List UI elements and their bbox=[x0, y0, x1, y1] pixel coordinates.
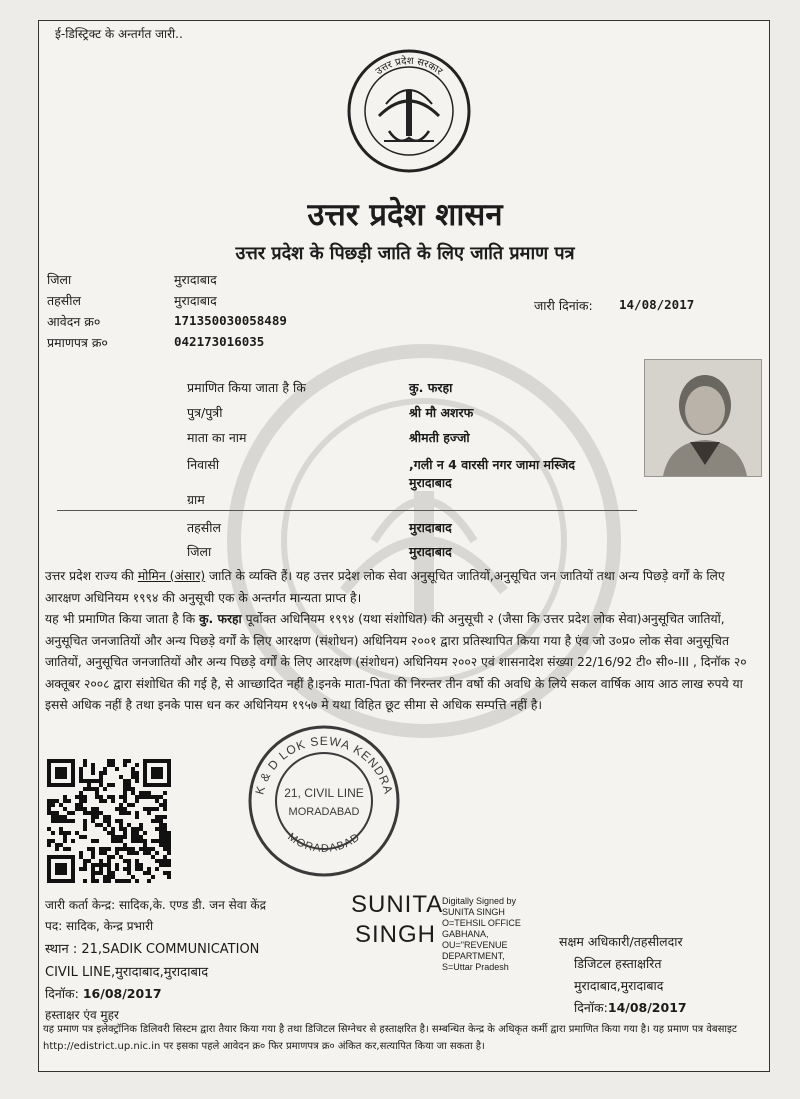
village-label: ग्राम bbox=[187, 492, 205, 507]
caste-paragraph: उत्तर प्रदेश राज्य की मोमिन (अंसार) जाति के व्यक्ति हैं। यह उत्तर प्रदेश लोक सेवा अनुसूचित जातियों,अनुसूचित जन जातियों तथा अन्य पिछड़े वर्गों के लिए आरक्षण अधिनियम १९९४ की अनुसूची एक के अन्तर्गत मान्यता प्राप्त है। bbox=[45, 569, 725, 605]
meta-district-label: जिला bbox=[47, 272, 72, 287]
footer-note: यह प्रमाण पत्र इलेक्ट्रॉनिक डिलिवरी सिस्टम द्वारा तैयार किया गया है तथा डिजिटल सिग्नेचर से हस्ताक्षरित है। सम्बन्धित केन्द्र के अधिकृत कर्मी द्वारा प्रमाणित किया गया है। यह प्रमाण पत्र वेबसाइट http://edistrict.up.nic.in पर इसका पहले आवेदन क्र० फिर प्रमाणपत्र क्र० अंकित कर,सत्यापित किया जा सकता है। bbox=[43, 1024, 737, 1052]
signer-name-2: SINGH bbox=[355, 921, 437, 948]
qr-code-icon bbox=[47, 759, 171, 883]
issuer-place-1: स्थान : 21,SADIK COMMUNICATION bbox=[45, 942, 260, 957]
meta-application-label: आवेदन क्र० bbox=[47, 314, 101, 329]
mother-label: माता का नाम bbox=[187, 430, 247, 445]
page-title: उत्तर प्रदेश शासन bbox=[307, 197, 503, 233]
field-district-label: जिला bbox=[187, 544, 212, 559]
up-govt-emblem-icon bbox=[344, 46, 474, 176]
meta-certificate-value: 042173016035 bbox=[174, 334, 265, 349]
certificate-frame bbox=[38, 20, 770, 1072]
svg-text:MORADABAD: MORADABAD bbox=[288, 806, 360, 818]
applicant-name-inline: कु. फरहा bbox=[199, 612, 242, 626]
svg-text:MORADABAD: MORADABAD bbox=[285, 830, 363, 855]
issuer-date: दिनॉक: 16/08/2017 bbox=[45, 986, 162, 1001]
certify-value: कु. फरहा bbox=[409, 380, 453, 395]
emblem-text: उत्तर प्रदेश सरकार bbox=[373, 55, 445, 78]
meta-tehsil-value: मुरादाबाद bbox=[174, 293, 217, 308]
authority-digital: डिजिटल हस्ताक्षरित bbox=[574, 956, 662, 971]
issue-date-label: जारी दिनांक: bbox=[534, 298, 593, 313]
office-stamp-icon bbox=[244, 721, 404, 881]
authority-date: दिनॉक:14/08/2017 bbox=[574, 1000, 687, 1015]
parent-label: पुत्र/पुत्री bbox=[187, 405, 223, 420]
svg-text:K & D LOK SEWA KENDRA: K & D LOK SEWA KENDRA bbox=[252, 733, 396, 797]
field-tehsil-value: मुरादाबाद bbox=[409, 520, 452, 535]
meta-certificate-label: प्रमाणपत्र क्र० bbox=[47, 335, 108, 350]
authority-title: सक्षम अधिकारी/तहसीलदार bbox=[559, 934, 683, 949]
meta-district-value: मुरादाबाद bbox=[174, 272, 217, 287]
resident-value-2: मुरादाबाद bbox=[409, 475, 452, 490]
resident-label: निवासी bbox=[187, 457, 220, 472]
signer-name-1: SUNITA bbox=[351, 891, 444, 918]
meta-tehsil-label: तहसील bbox=[47, 293, 81, 308]
ncl-paragraph: यह भी प्रमाणित किया जाता है कि कु. फरहा पूर्वोक्त अधिनियम १९९४ (यथा संशोधित) की अनुसूची २ (जैसा कि उत्तर प्रदेश लोक सेवा)अनुसूचित जातियों, अनुसूचित जनजातियों और अन्य पिछड़े वर्गों के लिए आरक्षण (संशोधन) अधिनियम २००१ द्वारा प्रतिस्थापित किया गया है एंव जो उ०प्र० लोक सेवा अनुसूचित जातियों, अनुसूचित जनजातियों और अन्य पिछड़े वर्गों के लिए आरक्षण (संशोधन) अधिनियम २००२ एवं शासनादेश संख्या 22/16/92 टी० सी०-III , दिनॉक २० अक्तूबर २००८ द्वारा संशोधित की गई है, से आच्छादित नहीं है।इनके माता-पिता की निरन्तर तीन वर्षो की अवधि के लिये सकल वार्षिक आय आठ लाख रुपये या इससे अधिक नहीं है तथा इनके पास धन कर अधिनियम १९५७ मे यथा विहित छूट सीमा से अधिक सम्पत्ति नहीं है। bbox=[45, 612, 747, 712]
issue-date-value: 14/08/2017 bbox=[619, 297, 695, 312]
field-tehsil-label: तहसील bbox=[187, 520, 221, 535]
page-subtitle: उत्तर प्रदेश के पिछड़ी जाति के लिए जाति प्रमाण पत्र bbox=[235, 243, 575, 264]
meta-application-value: 171350030058489 bbox=[174, 313, 287, 328]
issuer-place-2: CIVIL LINE,मुरादाबाद,मुरादाबाद bbox=[45, 965, 209, 980]
applicant-photo bbox=[644, 359, 762, 477]
svg-text:21, CIVIL LINE: 21, CIVIL LINE bbox=[284, 786, 364, 800]
digital-signature-details: Digitally Signed by SUNITA SINGH O=TEHSIL OFFICE GABHANA, OU="REVENUE DEPARTMENT, S=Uttar Pradesh bbox=[442, 896, 521, 972]
caste-name: मोमिन (अंसार) bbox=[137, 569, 206, 583]
field-district-value: मुरादाबाद bbox=[409, 544, 452, 559]
authority-place: मुरादाबाद,मुरादाबाद bbox=[574, 978, 664, 993]
issuer-sign-label: हस्ताक्षर एंव मुहर bbox=[45, 1008, 119, 1022]
person-photo-icon bbox=[645, 360, 761, 476]
issuer-post: पद: सादिक, केन्द्र प्रभारी bbox=[45, 919, 154, 933]
mother-value: श्रीमती हज्जो bbox=[409, 430, 470, 445]
issuer-center: जारी कर्ता केन्द्र: सादिक,के. एण्ड डी. जन सेवा केंद्र bbox=[45, 898, 266, 912]
divider bbox=[57, 510, 637, 511]
header-note: ई-डिस्ट्रिक्ट के अन्तर्गत जारी.. bbox=[55, 27, 183, 41]
certify-label: प्रमाणित किया जाता है कि bbox=[187, 380, 306, 395]
parent-value: श्री मौ अशरफ bbox=[409, 405, 474, 420]
resident-value-1: ,गली न 4 वारसी नगर जामा मस्जिद bbox=[409, 457, 576, 472]
